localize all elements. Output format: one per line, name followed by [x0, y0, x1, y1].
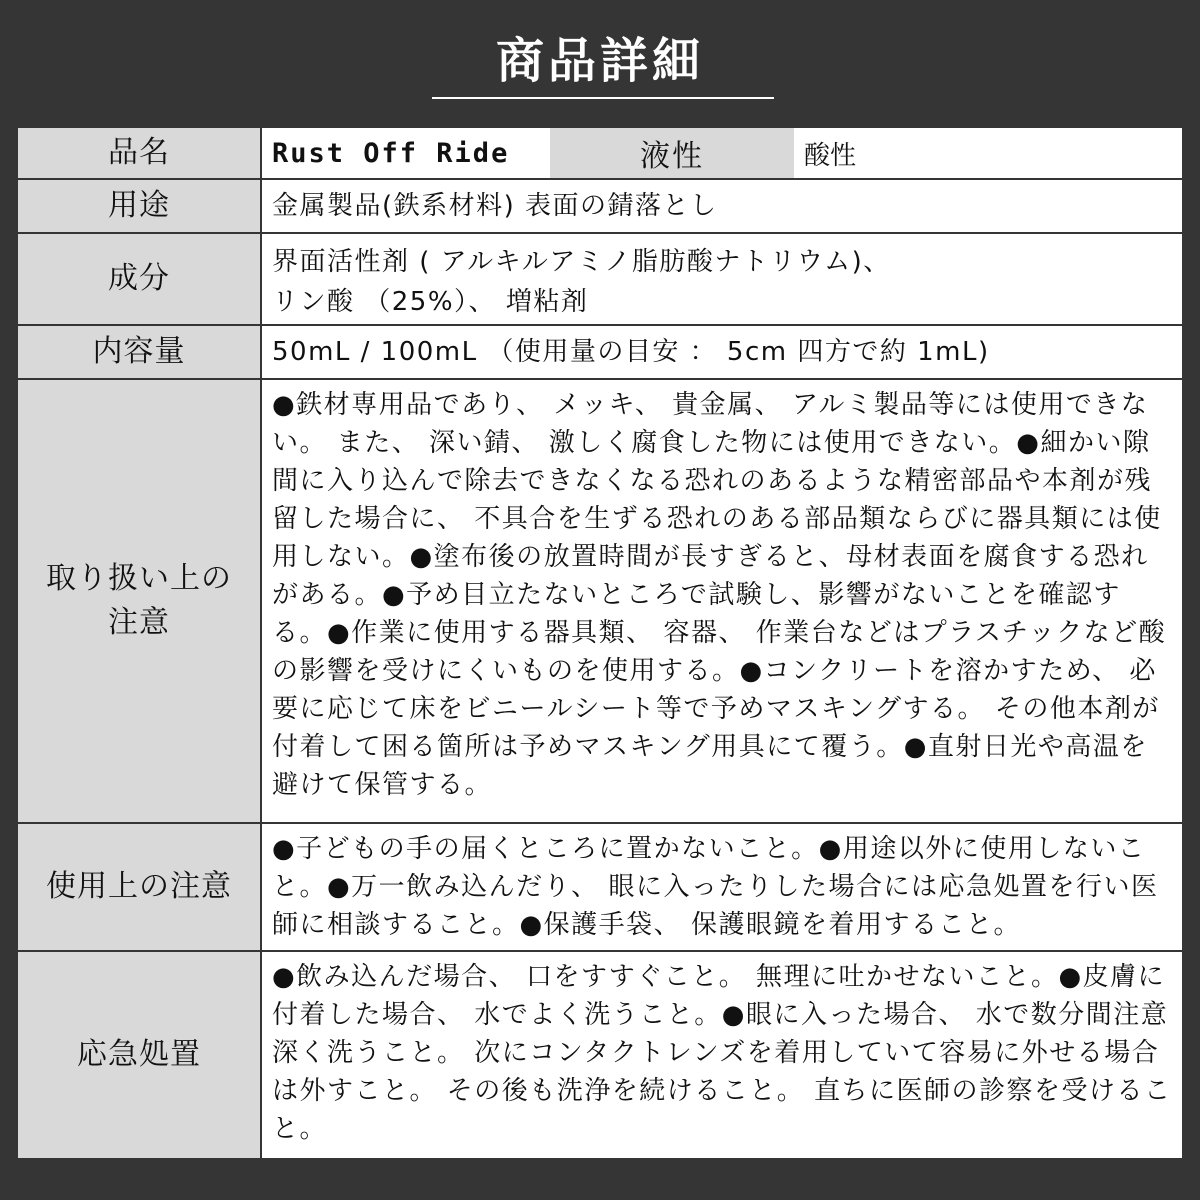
label-usage-caution: 使用上の注意	[18, 824, 262, 950]
ingredients-line-2: リン酸 （25%）、 増粘剤	[272, 287, 589, 317]
value-ingredients	[262, 234, 1182, 324]
row-handling-caution	[18, 380, 1182, 824]
title-underline	[432, 97, 774, 99]
row-volume	[18, 326, 1182, 380]
value-first-aid: ●飲み込んだ場合、 口をすすぐこと。 無理に吐かせないこと。●皮膚に付着した場合、 水でよく洗うこと。●眼に入った場合、 水で数分間注意深く洗うこと。 次にコンタクトレンズを着用していて容易に外せる場合は外すこと。 その後も洗浄を続けること。 直ちに医師の診察を受けること。	[272, 962, 1172, 1144]
label-first-aid: 応急処置	[18, 952, 262, 1158]
label-handling-caution: 取り扱い上の 注意	[18, 380, 262, 822]
value-use: 金属製品(鉄系材料) 表面の錆落とし	[272, 191, 718, 221]
product-detail-table	[18, 128, 1182, 1158]
label-use: 用途	[18, 180, 262, 232]
product-name-split	[262, 128, 1182, 178]
value-usage-caution: ●子どもの手の届くところに置かないこと。●用途以外に使用しないこと。●万一飲み込んだり、 眼に入ったりした場合には応急処置を行い医師に相談すること。●保護手袋、 保護眼鏡を着用すること。	[272, 834, 1159, 940]
value-liquid-property: 酸性	[804, 140, 857, 171]
row-ingredients	[18, 234, 1182, 326]
ingredients-line-1: 界面活性剤 ( アルキルアミノ脂肪酸ナトリウム)、	[272, 247, 891, 277]
value-volume: 50mL / 100mL （使用量の目安 ： 5cm 四方で約 1mL)	[272, 337, 990, 367]
value-product-name: Rust Off Ride	[272, 137, 510, 169]
label-ingredients: 成分	[18, 234, 262, 324]
page-title: 商品詳細	[495, 33, 704, 89]
value-handling-caution: ●鉄材専用品であり、 メッキ、 貴金属、 アルミ製品等には使用できない。 また、 深い錆、 激しく腐食した物には使用できない。●細かい隙間に入り込んで除去できなくなる恐れのあるような精密部品や本剤が残留した場合に、 不具合を生ずる恐れのある部品類ならびに器具類には使用しない。●塗布後の放置時間が長すぎると、母材表面を腐食する恐れがある。●予め目立たないところで試験し、影響がないことを確認する。●作業に使用する器具類、 容器、 作業台などはプラスチックなど酸の影響を受けにくいものを使用する。●コンクリートを溶かすため、 必要に応じて床をビニールシート等で予めマスキングする。 その他本剤が付着して困る箇所は予めマスキング用具にて覆う。●直射日光や高温を避けて保管する。	[272, 390, 1167, 800]
row-usage-caution	[18, 824, 1182, 952]
row-use	[18, 180, 1182, 234]
label-volume: 内容量	[18, 326, 262, 378]
row-first-aid	[18, 952, 1182, 1158]
row-product-name	[18, 128, 1182, 180]
label-product-name: 品名	[18, 128, 262, 178]
label-liquid-property: 液性	[550, 128, 794, 178]
